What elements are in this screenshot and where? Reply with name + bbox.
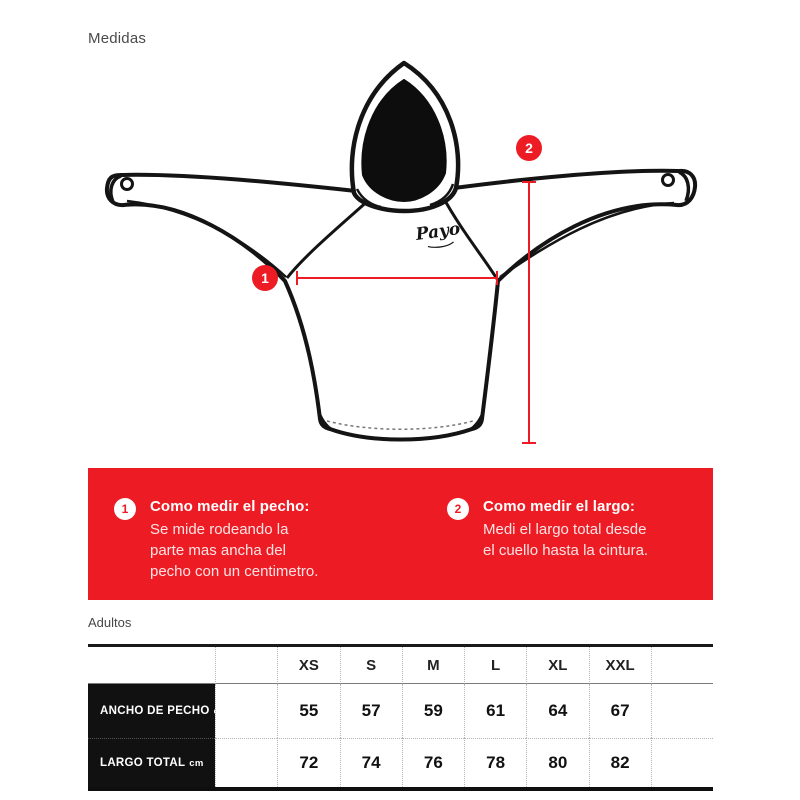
instruction-2-line: el cuello hasta la cintura.	[483, 542, 649, 559]
instruction-chest	[114, 497, 318, 582]
size-table-section	[88, 615, 713, 791]
instructions-banner	[88, 468, 713, 600]
trailing-cell	[651, 684, 713, 738]
right-thumb-loop	[663, 175, 674, 186]
row-label-text: ANCHO DE PECHO	[100, 705, 210, 717]
chest-marker-badge	[252, 265, 278, 291]
instruction-1-title: Como medir el pecho:	[150, 498, 310, 515]
instruction-1-line: pecho con un centimetro.	[150, 563, 319, 580]
chest-width-m: 59	[402, 684, 464, 738]
total-length-s: 74	[340, 738, 402, 787]
chest-width-xxl: 67	[589, 684, 651, 738]
left-thumb-loop	[122, 179, 133, 190]
instruction-2-badge: 2	[447, 498, 469, 520]
header-empty-cell	[88, 647, 215, 684]
total-length-xl: 80	[526, 738, 588, 787]
total-length-l: 78	[464, 738, 526, 787]
total-length-xxl: 82	[589, 738, 651, 787]
header-size-s: S	[340, 647, 402, 684]
total-length-xs: 72	[277, 738, 339, 787]
instruction-1-line: Se mide rodeando la	[150, 521, 289, 538]
page-title: Medidas	[88, 30, 147, 47]
header-size-l: L	[464, 647, 526, 684]
header-size-xxl: XXL	[589, 647, 651, 684]
size-table	[88, 644, 713, 791]
header-size-xl: XL	[526, 647, 588, 684]
chest-width-xs: 55	[277, 684, 339, 738]
chest-width-l: 61	[464, 684, 526, 738]
instruction-1-line: parte mas ancha del	[150, 542, 286, 559]
row-label-unit: cm	[189, 757, 204, 769]
chest-width-xl: 64	[526, 684, 588, 738]
instruction-2-line: Medi el largo total desde	[483, 521, 647, 538]
section-label-adultos: Adultos	[88, 615, 132, 630]
row-label-unit: cm	[213, 705, 228, 717]
header-size-m: M	[402, 647, 464, 684]
header-size-xs: XS	[277, 647, 339, 684]
row-label-total-length	[88, 738, 215, 787]
instruction-2-title: Como medir el largo:	[483, 498, 636, 515]
chest-marker-number: 1	[261, 270, 269, 286]
brand-logo-text: Payo	[414, 218, 462, 246]
trailing-cell	[651, 738, 713, 787]
total-length-m: 76	[402, 738, 464, 787]
chest-width-s: 57	[340, 684, 402, 738]
header-spacer-cell	[215, 647, 277, 684]
length-marker-badge	[516, 135, 542, 161]
instruction-length	[447, 497, 648, 561]
row-label-text: LARGO TOTAL	[100, 757, 186, 769]
header-trailing-cell	[651, 647, 713, 684]
spacer-cell	[215, 684, 277, 738]
length-marker-number: 2	[525, 140, 533, 156]
spacer-cell	[215, 738, 277, 787]
instruction-1-badge: 1	[114, 498, 136, 520]
row-label-chest-width	[88, 684, 228, 738]
